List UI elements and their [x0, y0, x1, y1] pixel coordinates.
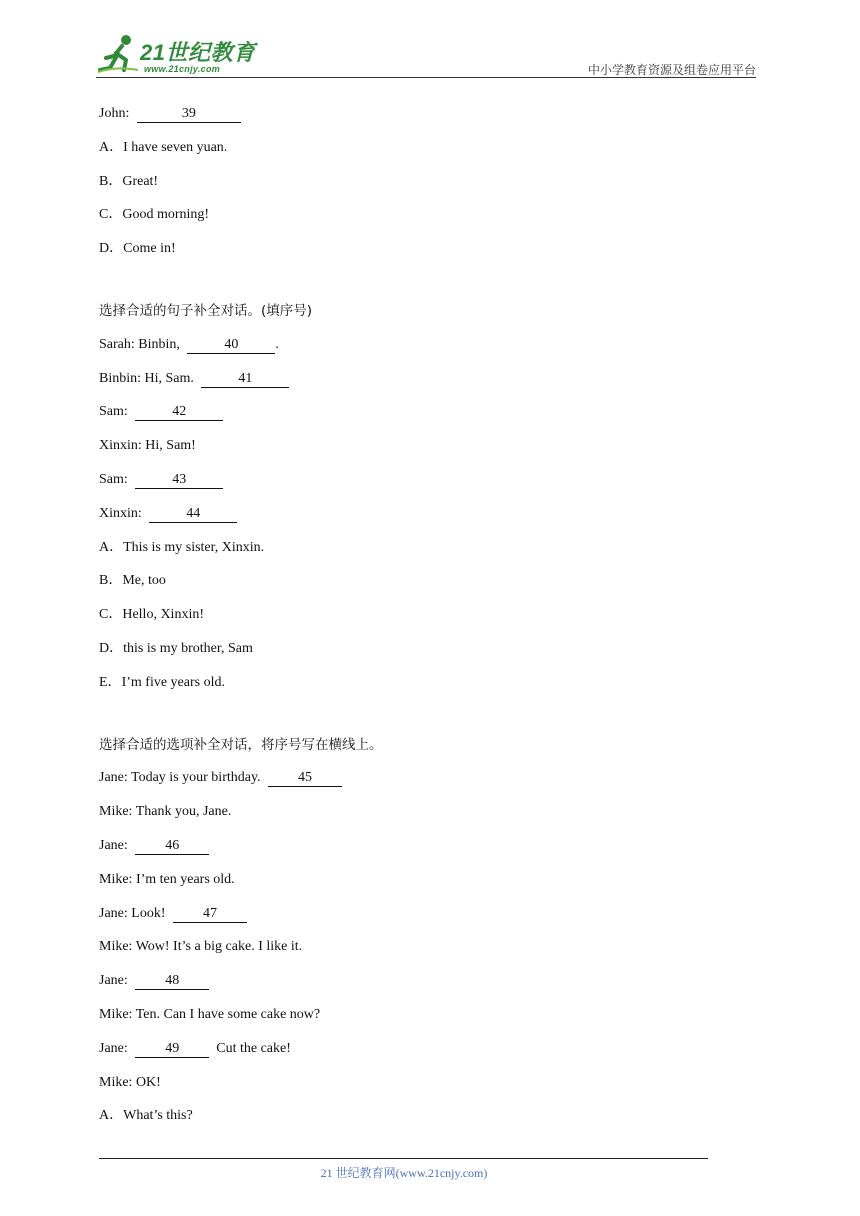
dialog-line — [99, 971, 739, 991]
option-item — [99, 605, 739, 625]
option-text: What’s this? — [123, 1108, 193, 1124]
option-letter: D． — [99, 640, 124, 656]
answer-blank[interactable]: 42 — [135, 403, 223, 421]
dialog-speaker: John: — [99, 106, 130, 121]
document-body — [99, 104, 739, 1140]
answer-blank[interactable]: 39 — [137, 105, 241, 123]
option-text: Me, too — [122, 573, 166, 589]
dialog-line — [99, 1039, 739, 1059]
header-divider — [96, 77, 756, 78]
question-instruction: 选择合适的句子补全对话。(填序号) — [99, 302, 313, 319]
answer-blank[interactable]: 40 — [187, 336, 275, 354]
dialog-speaker: Jane: Look! — [99, 905, 166, 921]
option-letter: C． — [99, 607, 123, 623]
dialog-line — [99, 1073, 739, 1093]
option-text: Hello, Xinxin! — [122, 607, 204, 623]
answer-blank[interactable]: 49 — [135, 1040, 209, 1058]
answer-blank[interactable]: 48 — [135, 972, 209, 990]
option-item — [99, 1106, 739, 1126]
option-letter: C． — [99, 207, 123, 223]
dialog-speaker: Mike: Ten. Can I have some cake now? — [99, 1006, 321, 1022]
option-item — [99, 239, 739, 259]
option-item — [99, 571, 739, 591]
dialog-speaker: Mike: I’m ten years old. — [99, 871, 235, 887]
dialog-speaker: Xinxin: Hi, Sam! — [99, 438, 196, 454]
option-letter: A． — [99, 139, 124, 155]
dialog-line — [99, 104, 739, 124]
dialog-line — [99, 1005, 739, 1025]
option-text: Come in! — [123, 241, 176, 257]
dialog-speaker: Mike: OK! — [99, 1074, 161, 1090]
logo-url: www.21cnjy.com — [144, 64, 221, 74]
option-item — [99, 639, 739, 659]
option-letter: B． — [99, 173, 123, 189]
answer-blank[interactable]: 45 — [268, 769, 342, 787]
page-footer: 21 世纪教育网(www.21cnjy.com) — [320, 1166, 488, 1180]
dialog-speaker: Mike: Wow! It’s a big cake. I like it. — [99, 939, 303, 955]
option-item — [99, 538, 739, 558]
option-text: This is my sister, Xinxin. — [123, 539, 265, 555]
option-item — [99, 138, 739, 158]
answer-blank[interactable]: 47 — [173, 905, 247, 923]
dialog-line — [99, 402, 739, 422]
option-letter: A． — [99, 1108, 124, 1124]
runner-logo-icon — [96, 34, 140, 74]
page-header — [96, 30, 756, 78]
dialog-speaker: Mike: Thank you, Jane. — [99, 804, 232, 820]
dialog-speaker: Sam: — [99, 471, 128, 487]
option-text: this is my brother, Sam — [123, 640, 253, 656]
dialog-after: . — [275, 336, 279, 352]
question-instruction: 选择合适的选项补全对话，将序号写在横线上。 — [99, 736, 383, 753]
dialog-speaker: Xinxin: — [99, 505, 142, 521]
section-gap — [99, 707, 739, 735]
dialog-speaker: Jane: — [99, 1040, 128, 1056]
dialog-speaker: Jane: Today is your birthday. — [99, 770, 261, 786]
dialog-line — [99, 436, 739, 456]
dialog-after: Cut the cake! — [216, 1040, 291, 1056]
option-item — [99, 205, 739, 225]
dialog-line — [99, 870, 739, 890]
dialog-speaker: Jane: — [99, 973, 128, 989]
answer-blank[interactable]: 43 — [135, 471, 223, 489]
option-text: I have seven yuan. — [123, 139, 228, 155]
dialog-speaker: Jane: — [99, 837, 128, 853]
answer-blank[interactable]: 46 — [135, 837, 209, 855]
option-letter: D． — [99, 241, 124, 257]
dialog-line — [99, 369, 739, 389]
site-logo — [96, 34, 266, 78]
answer-blank[interactable]: 41 — [201, 370, 289, 388]
option-text: Good morning! — [122, 207, 210, 223]
footer-divider — [99, 1158, 708, 1159]
header-platform-text: 中小学教育资源及组卷应用平台 — [587, 63, 756, 77]
dialog-line — [99, 768, 739, 788]
option-letter: E． — [99, 674, 122, 690]
option-text: I’m five years old. — [121, 674, 225, 690]
option-item — [99, 172, 739, 192]
option-letter: A． — [99, 539, 124, 555]
dialog-line — [99, 937, 739, 957]
dialog-line — [99, 335, 739, 355]
answer-blank[interactable]: 44 — [149, 505, 237, 523]
logo-text: 21世纪教育 — [140, 40, 256, 65]
section-gap — [99, 273, 739, 301]
dialog-line — [99, 470, 739, 490]
dialog-line — [99, 504, 739, 524]
dialog-line — [99, 802, 739, 822]
dialog-line — [99, 836, 739, 856]
dialog-speaker: Sarah: Binbin, — [99, 336, 180, 352]
option-letter: B． — [99, 573, 123, 589]
dialog-speaker: Binbin: Hi, Sam. — [99, 370, 194, 386]
option-text: Great! — [122, 173, 159, 189]
dialog-line — [99, 904, 739, 924]
dialog-speaker: Sam: — [99, 404, 128, 420]
option-item — [99, 673, 739, 693]
